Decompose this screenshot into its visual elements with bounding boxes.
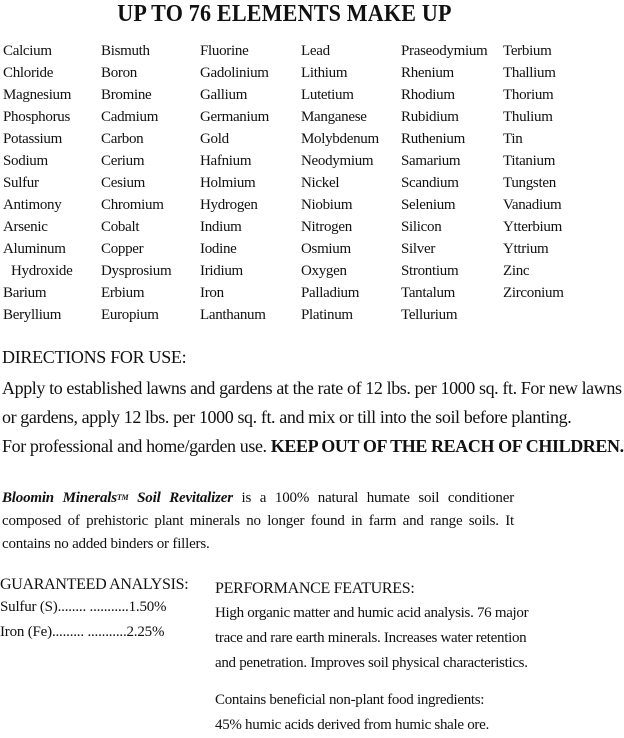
- brand-name: [2, 490, 233, 506]
- element-name: Boron: [101, 65, 138, 81]
- element-name: Vanadium: [503, 197, 562, 213]
- element-name: Titanium: [503, 153, 556, 169]
- element-name: Thulium: [503, 109, 553, 125]
- element-name: Lanthanum: [200, 307, 266, 323]
- element-name: Lead: [301, 43, 330, 59]
- ingredients-line: 45% humic acids derived from humic shale ore.: [215, 717, 489, 733]
- element-name: Germanium: [200, 109, 269, 125]
- element-name: Magnesium: [3, 87, 72, 103]
- element-name: Iodine: [200, 241, 237, 257]
- element-name: Hydroxide: [11, 263, 73, 279]
- element-name: Zirconium: [503, 285, 564, 301]
- element-name: Tantalum: [401, 285, 456, 301]
- element-name: Tungsten: [503, 175, 556, 191]
- element-name: Ruthenium: [401, 131, 465, 147]
- ingredients-note: [215, 688, 515, 738]
- elements-column-2: [101, 40, 171, 326]
- element-name: Phosphorus: [3, 109, 71, 125]
- analysis-value: 1.50%: [128, 599, 167, 615]
- element-name: Iridium: [200, 263, 243, 279]
- element-name: Silicon: [401, 219, 442, 235]
- guaranteed-analysis-heading: GUARANTEED ANALYSIS:: [0, 576, 189, 593]
- element-name: Strontium: [401, 263, 459, 279]
- directions-line-with-warning: [2, 432, 624, 461]
- element-name: Tin: [503, 131, 523, 147]
- element-name: Neodymium: [301, 153, 374, 169]
- element-name: Bromine: [101, 87, 152, 103]
- element-name: Copper: [101, 241, 144, 257]
- element-name: Cadmium: [101, 109, 159, 125]
- element-name: Lutetium: [301, 87, 354, 103]
- element-name: Barium: [3, 285, 47, 301]
- element-name: Lithium: [301, 65, 348, 81]
- trademark-symbol: TM: [116, 493, 129, 502]
- guaranteed-analysis: [0, 575, 200, 645]
- elements-column-4: [301, 40, 379, 326]
- element-name: Potassium: [3, 131, 62, 147]
- element-name: Silver: [401, 241, 436, 257]
- page-title: UP TO 76 ELEMENTS MAKE UP: [117, 1, 452, 27]
- directions-line: For professional and home/garden use.: [2, 436, 267, 456]
- product-name: Soil Revitalizer: [137, 490, 233, 506]
- elements-column-6: [503, 40, 564, 304]
- element-name: Osmium: [301, 241, 351, 257]
- element-name: Sodium: [3, 153, 48, 169]
- element-name: Scandium: [401, 175, 459, 191]
- elements-column-1: [3, 40, 72, 326]
- element-name: Chromium: [101, 197, 164, 213]
- performance-body: [215, 601, 529, 676]
- element-name: Hafnium: [200, 153, 252, 169]
- analysis-value: 2.25%: [126, 624, 165, 640]
- element-name: Nitrogen: [301, 219, 352, 235]
- performance-features: [215, 579, 529, 738]
- directions-text: [2, 374, 624, 461]
- brand-name-text: Bloomin Minerals: [2, 490, 117, 506]
- element-name: Rhenium: [401, 65, 454, 81]
- element-name: Dysprosium: [101, 263, 172, 279]
- element-name: Cesium: [101, 175, 146, 191]
- element-name: Platinum: [301, 307, 353, 323]
- directions-line: Apply to established lawns and gardens at the rate of 12 lbs. per 1000 sq. ft. For new lawns: [2, 378, 622, 398]
- directions-heading: DIRECTIONS FOR USE:: [2, 347, 187, 367]
- element-name: Antimony: [3, 197, 62, 213]
- elements-list: [0, 40, 569, 330]
- element-name: Thallium: [503, 65, 556, 81]
- element-name: Indium: [200, 219, 242, 235]
- analysis-dots: ........ ...........: [57, 599, 129, 615]
- performance-line: and penetration. Improves soil physical characteristics.: [215, 655, 528, 671]
- warning-text: KEEP OUT OF THE REACH OF CHILDREN.: [270, 436, 624, 456]
- element-name: Rubidium: [401, 109, 459, 125]
- element-name: Zinc: [503, 263, 530, 279]
- element-name: Selenium: [401, 197, 456, 213]
- description-text: is a 100% natural humate soil conditioner composed of prehistoric plant minerals no longer found in farm and range soils. It contains no added binders or fillers.: [2, 490, 514, 552]
- analysis-label: Iron (Fe): [0, 624, 52, 640]
- element-name: Praseodymium: [401, 43, 488, 59]
- analysis-row: [0, 620, 200, 645]
- element-name: Yttrium: [503, 241, 549, 257]
- element-name: Thorium: [503, 87, 554, 103]
- element-name: Chloride: [3, 65, 54, 81]
- performance-line: High organic matter and humic acid analysis. 76 major: [215, 605, 529, 621]
- ingredients-line: Contains beneficial non-plant food ingredients:: [215, 692, 485, 708]
- element-name: Bismuth: [101, 43, 150, 59]
- element-name: Manganese: [301, 109, 367, 125]
- performance-heading: PERFORMANCE FEATURES:: [215, 580, 415, 597]
- element-name: Molybdenum: [301, 131, 379, 147]
- element-name: Holmium: [200, 175, 256, 191]
- element-name: Arsenic: [3, 219, 48, 235]
- element-name: Hydrogen: [200, 197, 258, 213]
- element-name: Gallium: [200, 87, 248, 103]
- performance-line: trace and rare earth minerals. Increases water retention: [215, 630, 527, 646]
- element-name: Gold: [200, 131, 229, 147]
- element-name: Erbium: [101, 285, 145, 301]
- element-name: Oxygen: [301, 263, 347, 279]
- element-name: Cobalt: [101, 219, 140, 235]
- element-name: Gadolinium: [200, 65, 269, 81]
- element-name: Rhodium: [401, 87, 455, 103]
- element-name: Calcium: [3, 43, 52, 59]
- product-description: [2, 487, 514, 556]
- element-name: Terbium: [503, 43, 552, 59]
- directions-line: or gardens, apply 12 lbs. per 1000 sq. ft. and mix or till into the soil before planting.: [2, 407, 572, 427]
- element-name: Cerium: [101, 153, 145, 169]
- elements-column-3: [200, 40, 269, 326]
- element-name: Fluorine: [200, 43, 249, 59]
- analysis-row: [0, 595, 200, 620]
- element-name: Europium: [101, 307, 159, 323]
- element-name: Niobium: [301, 197, 353, 213]
- element-name: Ytterbium: [503, 219, 562, 235]
- element-name: Carbon: [101, 131, 144, 147]
- element-name: Iron: [200, 285, 224, 301]
- element-name: Aluminum: [3, 241, 66, 257]
- element-name: Tellurium: [401, 307, 458, 323]
- elements-column-5: [401, 40, 487, 326]
- element-name: Nickel: [301, 175, 340, 191]
- analysis-label: Sulfur (S): [0, 599, 58, 615]
- element-name: Beryllium: [3, 307, 62, 323]
- element-name: Sulfur: [3, 175, 39, 191]
- element-name: Samarium: [401, 153, 461, 169]
- element-name: Palladium: [301, 285, 360, 301]
- analysis-dots: ......... ...........: [51, 624, 127, 640]
